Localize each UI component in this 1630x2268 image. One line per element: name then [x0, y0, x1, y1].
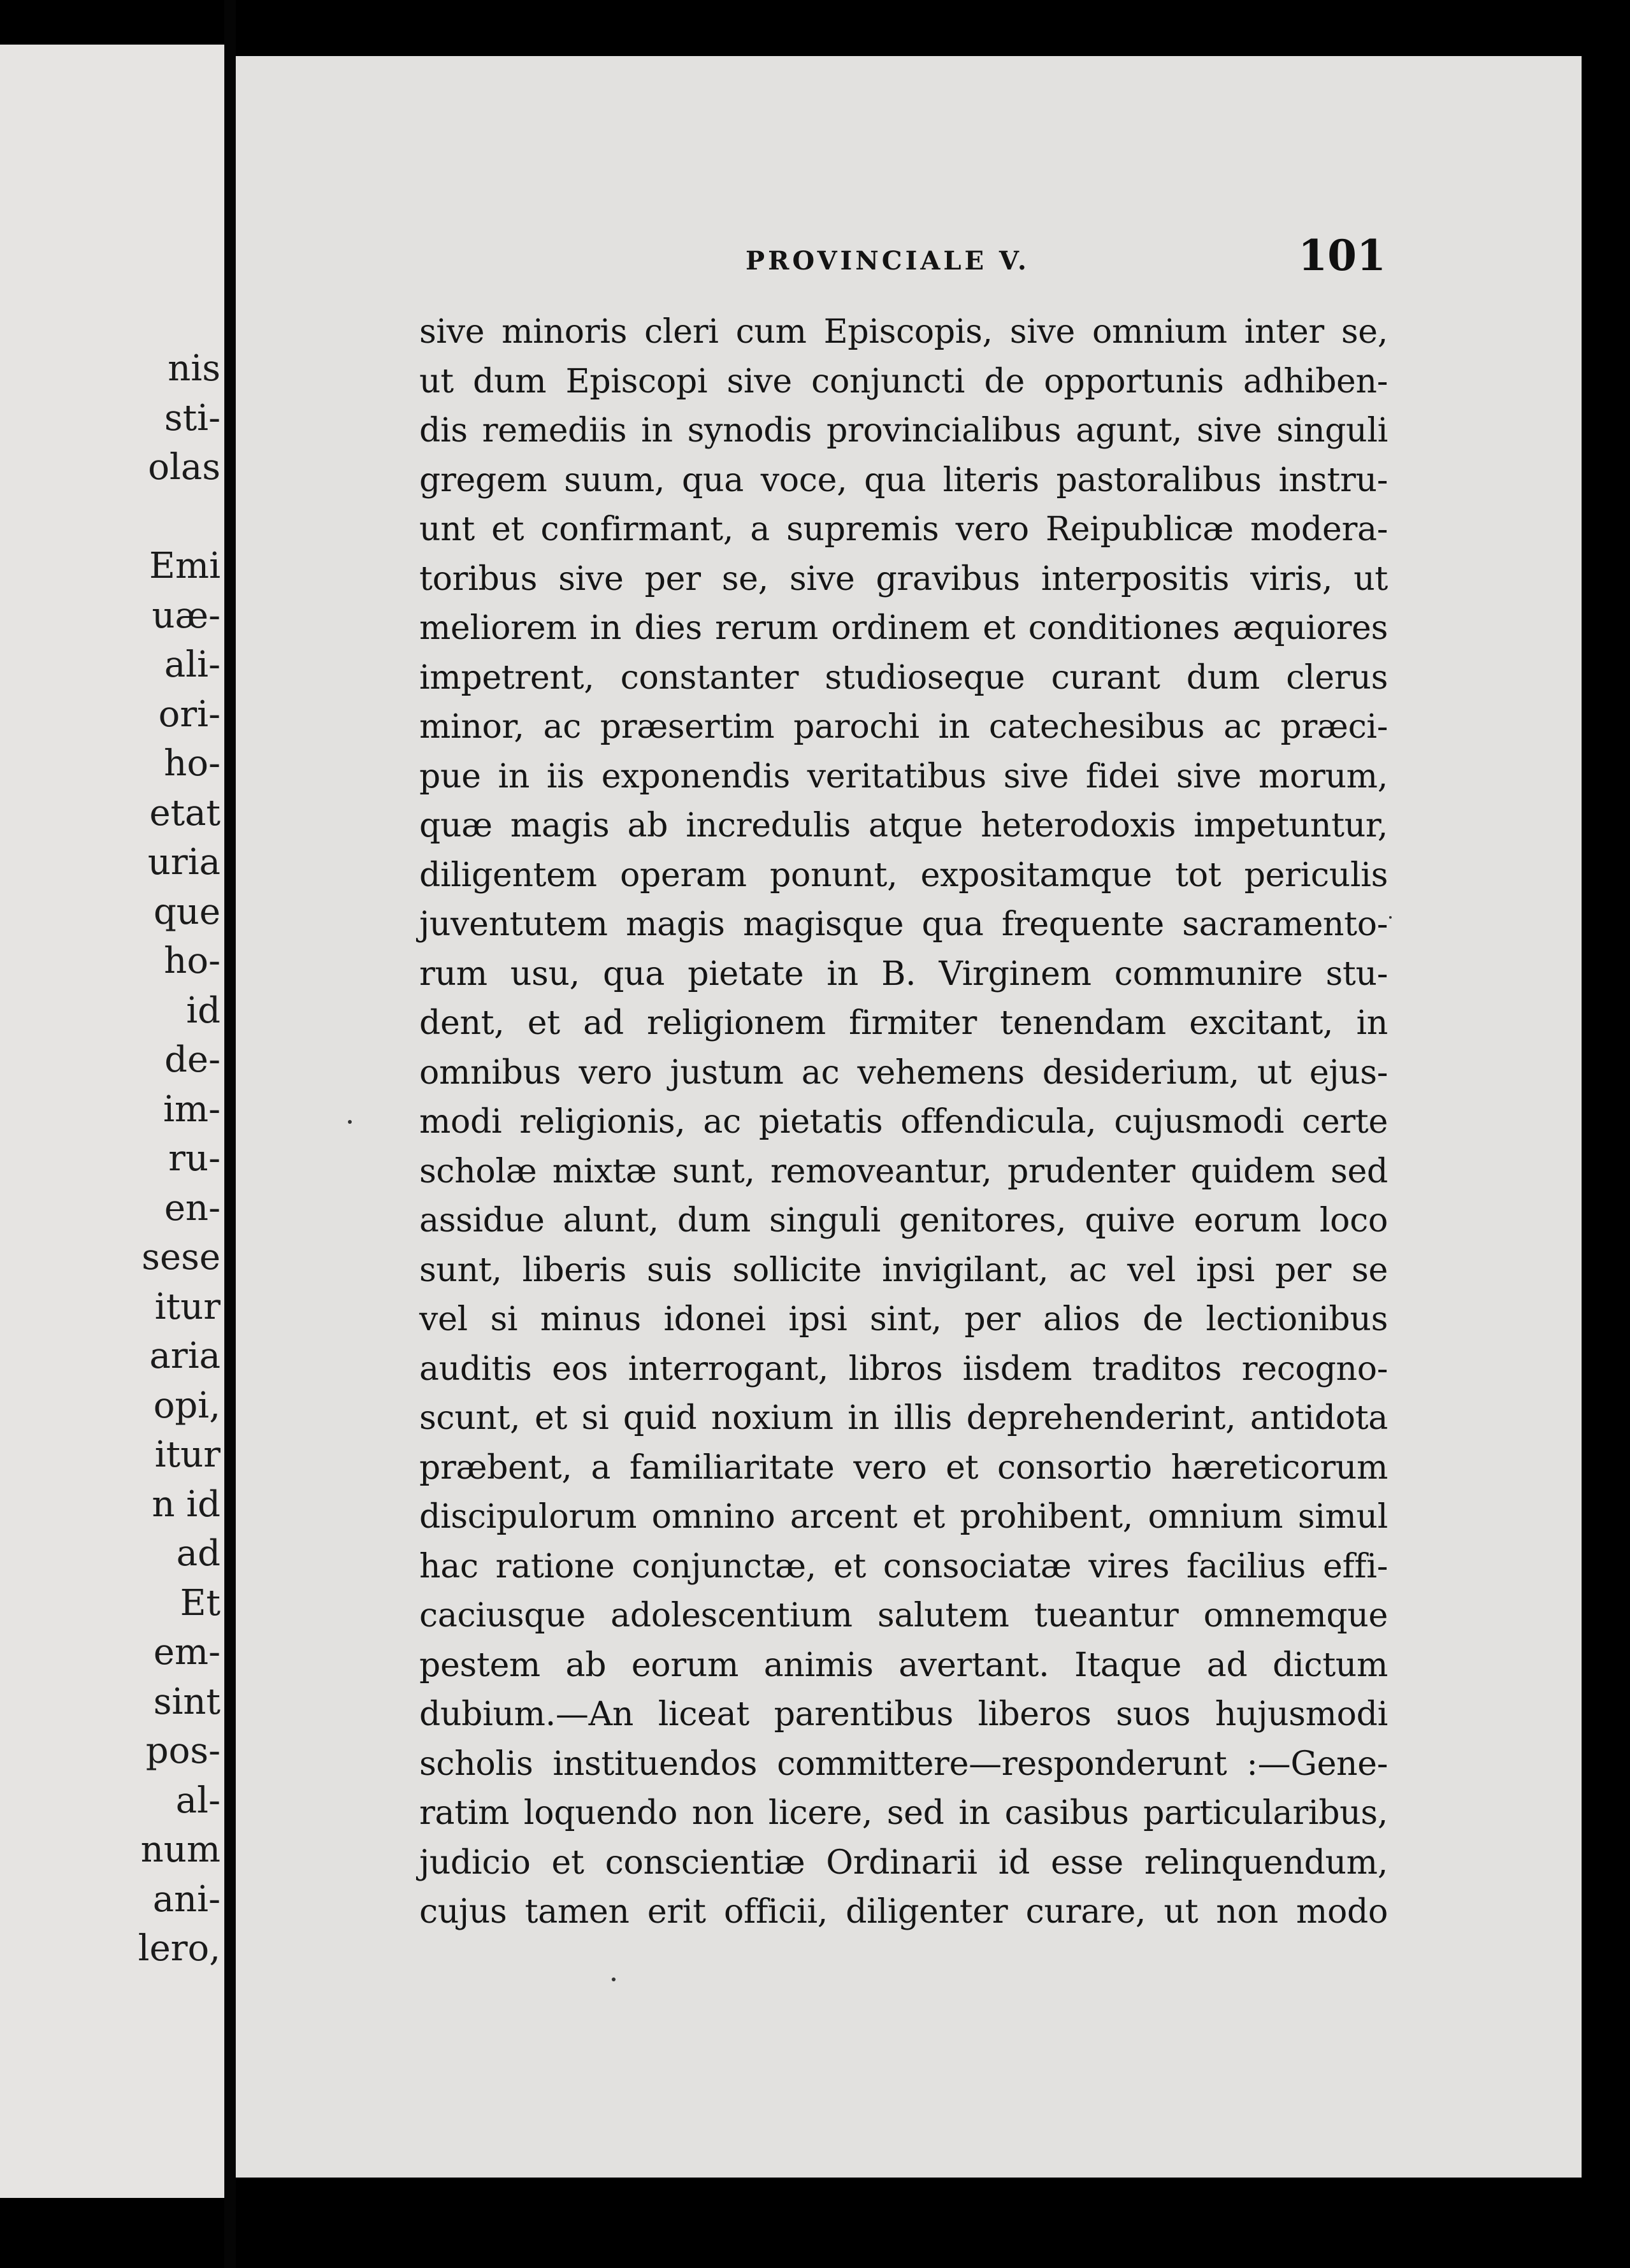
left-page-line: ho- — [164, 940, 220, 982]
text-line: modi religionis, ac pietatis offendicula, cujusmodi certe — [419, 1103, 1388, 1141]
text-line: caciusque adolescentium salutem tueantur omnemque — [419, 1597, 1388, 1635]
left-page-line: ad — [176, 1533, 220, 1574]
text-line: sunt, liberis suis sollicite invigilant, ac vel ipsi per se — [419, 1251, 1388, 1289]
left-page-line: olas — [148, 447, 220, 488]
text-line: dent, et ad religionem firmiter tenendam excitant, in — [419, 1004, 1388, 1042]
text-line: discipulorum omnino arcent et prohibent, omnium simul — [419, 1498, 1388, 1536]
page-number: 101 — [1298, 231, 1386, 280]
scan-border-right — [1582, 0, 1630, 2268]
text-line: ut dum Episcopi sive conjuncti de opportunis adhiben- — [419, 362, 1388, 401]
left-page-line: itur — [154, 1434, 220, 1475]
left-page-line: al- — [175, 1779, 220, 1821]
text-line: assidue alunt, dum singuli genitores, quive eorum loco — [419, 1202, 1388, 1240]
left-page-line: ani- — [152, 1878, 220, 1920]
text-line: sive minoris cleri cum Episcopis, sive omnium inter se, — [419, 313, 1388, 351]
left-page-line: sint — [153, 1681, 220, 1723]
left-page-line: opi, — [153, 1384, 220, 1426]
paper-speck — [1389, 916, 1392, 919]
text-line: minor, ac præsertim parochi in catechesibus ac præci- — [419, 708, 1388, 746]
left-page-line: nis — [168, 348, 220, 389]
left-page-line: aria — [149, 1335, 220, 1377]
left-page-line: itur — [154, 1286, 220, 1328]
left-page-line: Emi — [149, 545, 220, 587]
running-head — [236, 227, 1386, 284]
book-page-101 — [236, 56, 1582, 2178]
text-line: scholæ mixtæ sunt, removeantur, prudenter quidem sed — [419, 1152, 1388, 1191]
text-line: scunt, et si quid noxium in illis deprehenderint, antidota — [419, 1399, 1388, 1437]
paper-speck — [348, 1120, 352, 1124]
text-line: quæ magis ab incredulis atque heterodoxis impetuntur, — [419, 807, 1388, 845]
text-line: præbent, a familiaritate vero et consortio hæreticorum — [419, 1448, 1388, 1487]
text-line: meliorem in dies rerum ordinem et conditiones æquiores — [419, 609, 1388, 647]
left-page-line: de- — [164, 1039, 220, 1080]
left-page-line: n id — [152, 1483, 220, 1525]
text-line: hac ratione conjunctæ, et consociatæ vires facilius effi- — [419, 1547, 1388, 1586]
left-page-line: sese — [141, 1237, 220, 1278]
text-line: scholis instituendos committere—responderunt :—Gene- — [419, 1744, 1388, 1783]
left-page-line: ru- — [168, 1138, 220, 1179]
left-page-line: ali- — [164, 644, 220, 685]
left-page-line: que — [153, 891, 220, 933]
text-line: impetrent, constanter studioseque curant dum clerus — [419, 658, 1388, 697]
text-line: judicio et conscientiæ Ordinarii id esse relinquendum, — [419, 1843, 1388, 1882]
left-page-line: ori- — [158, 693, 220, 735]
text-line: gregem suum, qua voce, qua literis pastoralibus instru- — [419, 461, 1388, 499]
left-facing-page-fragment — [0, 45, 224, 2198]
text-line: ratim loquendo non licere, sed in casibus particularibus, — [419, 1794, 1388, 1832]
left-page-line: en- — [164, 1187, 220, 1229]
running-title: PROVINCIALE V. — [746, 246, 1030, 276]
left-page-line — [138, 492, 220, 542]
left-page-line: etat — [149, 792, 220, 834]
left-page-line: sti- — [164, 397, 220, 439]
body-text — [419, 308, 1388, 1937]
text-line: omnibus vero justum ac vehemens desiderium, ut ejus- — [419, 1053, 1388, 1092]
left-page-line: pos- — [145, 1730, 220, 1772]
left-page-line: lero, — [138, 1928, 220, 1969]
text-line: pestem ab eorum animis avertant. Itaque ad dictum — [419, 1646, 1388, 1684]
left-page-line: uria — [147, 842, 220, 883]
text-line: toribus sive per se, sive gravibus interpositis viris, ut — [419, 559, 1388, 598]
text-line: vel si minus idonei ipsi sint, per alios de lectionibus — [419, 1300, 1388, 1339]
left-page-text-fragments — [138, 344, 220, 1974]
text-line: dis remediis in synodis provincialibus agunt, sive singuli — [419, 412, 1388, 450]
left-page-line: Et — [180, 1582, 220, 1624]
text-line: cujus tamen erit officii, diligenter curare, ut non modo — [419, 1893, 1388, 1931]
page-gutter — [224, 0, 236, 2268]
text-line: unt et confirmant, a supremis vero Reipublicæ modera- — [419, 510, 1388, 549]
text-line: juventutem magis magisque qua frequente sacramento- — [419, 905, 1388, 944]
paper-speck — [612, 1977, 616, 1981]
text-line: rum usu, qua pietate in B. Virginem communire stu- — [419, 954, 1388, 993]
text-line: diligentem operam ponunt, expositamque tot periculis — [419, 856, 1388, 894]
left-page-line: ho- — [164, 743, 220, 784]
left-page-line: im- — [163, 1088, 220, 1130]
left-page-line: num — [140, 1829, 220, 1870]
text-line: dubium.—An liceat parentibus liberos suos hujusmodi — [419, 1695, 1388, 1733]
left-page-line: uæ- — [152, 594, 220, 636]
left-page-line: em- — [153, 1632, 220, 1673]
text-line: pue in iis exponendis veritatibus sive fidei sive morum, — [419, 757, 1388, 796]
left-page-line: id — [186, 989, 220, 1031]
text-line: auditis eos interrogant, libros iisdem traditos recogno- — [419, 1349, 1388, 1388]
